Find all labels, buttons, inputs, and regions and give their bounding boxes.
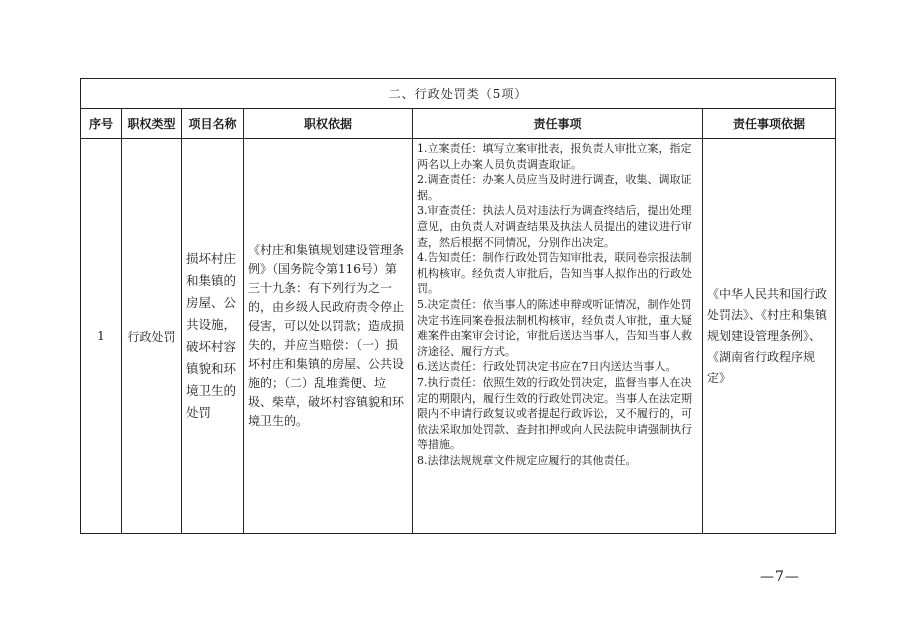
header-name: 项目名称 xyxy=(182,109,244,139)
header-type: 职权类型 xyxy=(122,109,182,139)
responsibility-item: 8.法律法规规章文件规定应履行的其他责任。 xyxy=(417,453,637,467)
header-responsibility: 责任事项 xyxy=(413,109,703,139)
responsibility-item: 4.告知责任：制作行政处罚告知审批表，联同卷宗报法制机构核审。经负责人审批后，告知当事人拟作出的行政处罚。 xyxy=(417,251,692,296)
header-basis: 职权依据 xyxy=(244,109,413,139)
row-power-basis: 《村庄和集镇规划建设管理条例》（国务院令第116号）第三十九条：有下列行为之一的，由乡级人民政府责令停止侵害，可以处以罚款；造成损失的，并应当赔偿：（一）损坏村庄和集镇的房屋、公共设施的；（二）乱堆粪便、垃圾、柴草，破坏村容镇貌和环境卫生的。 xyxy=(244,139,413,534)
responsibility-item: 5.决定责任：依当事人的陈述申辩或听证情况，制作处罚决定书连同案卷报法制机构核审，经负责人审批，重大疑难案件由案审会讨论，审批后送达当事人，告知当事人救济途径、履行方式。 xyxy=(417,297,692,358)
header-row xyxy=(81,109,836,139)
row-responsibilities xyxy=(413,139,703,534)
responsibility-item: 6.送达责任：行政处罚决定书应在7日内送达当事人。 xyxy=(417,360,677,374)
responsibility-item: 3.审查责任：执法人员对违法行为调查终结后，提出处理意见，由负责人对调查结果及执法人员提出的建议进行审查，然后根据不同情况，分别作出决定。 xyxy=(417,204,692,249)
responsibility-item: 2.调查责任：办案人员应当及时进行调查，收集、调取证据。 xyxy=(417,173,692,202)
row-number: 1 xyxy=(81,139,122,534)
row-power-type: 行政处罚 xyxy=(122,139,182,534)
page-number: —7— xyxy=(760,569,800,585)
section-title: 二、行政处罚类（5项） xyxy=(81,79,836,109)
row-responsibility-basis: 《中华人民共和国行政处罚法》、《村庄和集镇规划建设管理条例》、《湖南省行政程序规定》 xyxy=(703,139,836,534)
header-num: 序号 xyxy=(81,109,122,139)
header-responsibility-basis: 责任事项依据 xyxy=(703,109,836,139)
table-row xyxy=(81,139,836,534)
responsibility-item: 1.立案责任：填写立案审批表，报负责人审批立案，指定两名以上办案人员负责调查取证。 xyxy=(417,142,692,171)
responsibility-item: 7.执行责任：依照生效的行政处罚决定，监督当事人在决定的期限内，履行生效的行政处罚决定。当事人在法定期限内不申请行政复议或者提起行政诉讼，又不履行的，可依法采取加处罚款、查封扣押或向人民法院申请强制执行等措施。 xyxy=(417,375,692,452)
row-item-name: 损坏村庄和集镇的房屋、公共设施，破坏村容镇貌和环境卫生的处罚 xyxy=(182,139,244,534)
responsibility-table xyxy=(80,78,836,534)
